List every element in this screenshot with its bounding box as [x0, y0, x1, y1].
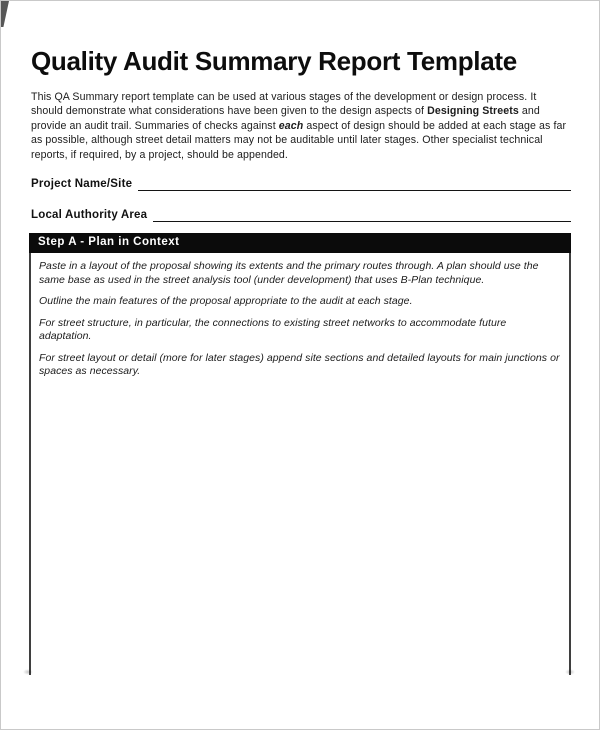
section-step-a [29, 233, 571, 675]
page-title: Quality Audit Summary Report Template [31, 46, 517, 76]
project-name-site-fill-line [138, 180, 571, 191]
local-authority-area-label: Local Authority Area [31, 209, 148, 222]
intro-text-3: aspect of design should be added at each stage as far as possible, although street detail matters may not be auditable until later stages. Other specialist technical reports, if required, by a project, should be appended. [31, 119, 567, 161]
intro-bold-designing-streets: Designing Streets [427, 105, 519, 118]
intro-text-1: This QA Summary report template can be used at various stages of the development or design process. It should demonstrate what considerations have been given to the design aspects of [31, 90, 537, 118]
scan-smudge-right [565, 669, 575, 675]
intro-paragraph [31, 90, 571, 163]
intro-bold-each: each [278, 119, 304, 132]
field-local-authority-area [31, 207, 571, 222]
intro-text-2: and provide an audit trail. Summaries of checks against [31, 105, 540, 132]
scan-smudge-left [23, 669, 33, 675]
section-paragraph-3: For street structure, in particular, the connections to existing street networks to accommodate future adaptation. [39, 316, 507, 343]
field-project-name-site [31, 176, 571, 191]
project-name-site-label: Project Name/Site [31, 178, 133, 191]
section-paragraph-1: Paste in a layout of the proposal showing its extents and the primary routes through. A plan should use the same base as used in the street analysis tool (under development) that uses B-Plan technique. [39, 260, 539, 286]
section-paragraph-2: Outline the main features of the proposal appropriate to the audit at each stage. [39, 295, 413, 308]
section-paragraph-4: For street layout or detail (more for later stages) append site sections and detailed layouts for main junctions or spaces as necessary. [39, 351, 560, 378]
local-authority-area-fill-line [153, 211, 571, 222]
section-step-a-box [29, 253, 571, 675]
section-header-step-a: Step A - Plan in Context [29, 233, 571, 253]
scan-corner-artifact [1, 1, 9, 27]
